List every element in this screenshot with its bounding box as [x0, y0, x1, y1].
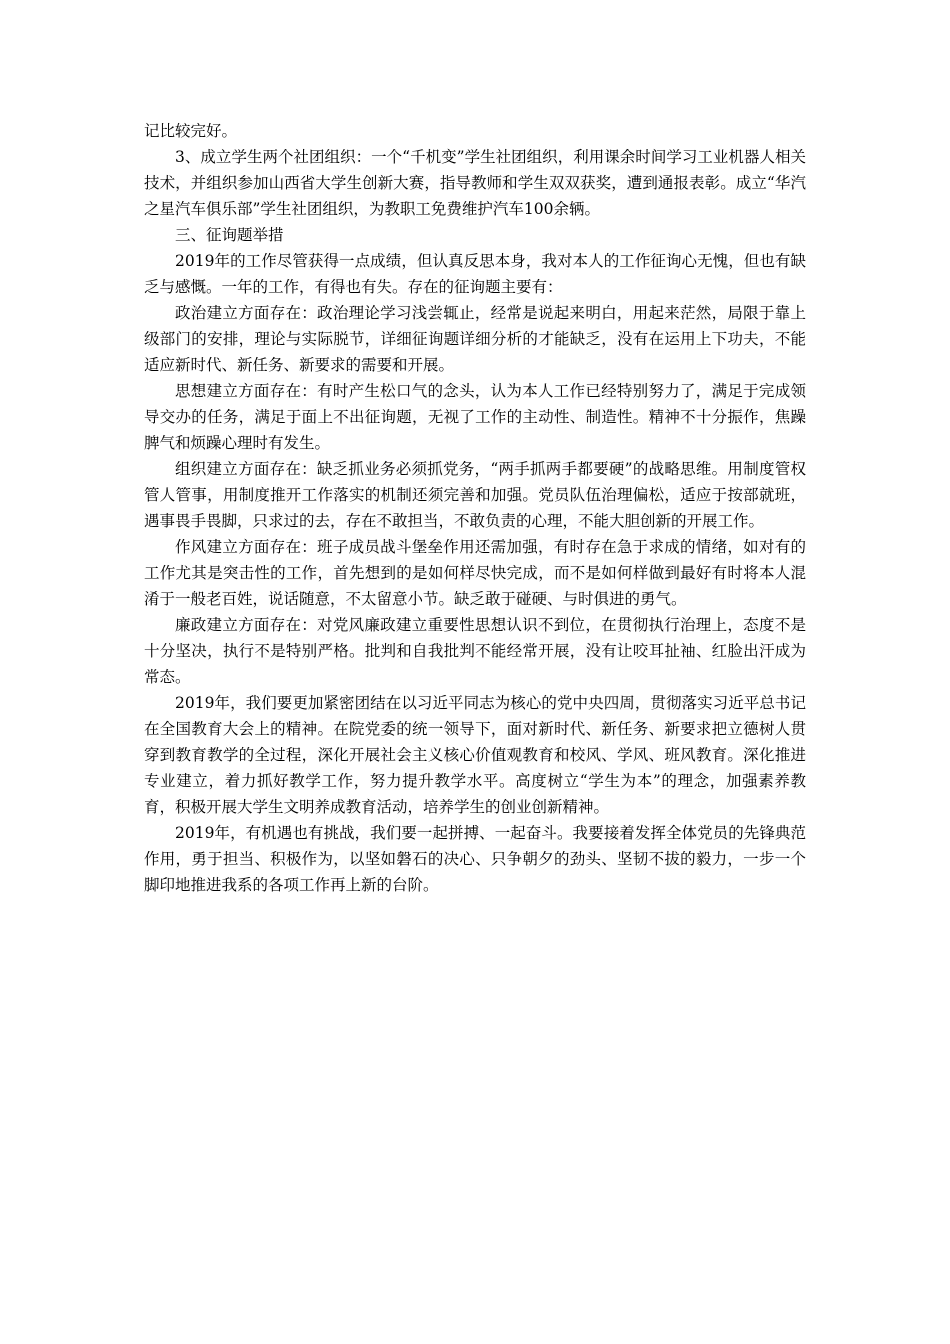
paragraph-2019-closing: 2019年，有机遇也有挑战，我们要一起拼搏、一起奋斗。我要接着发挥全体党员的先锋典范作用，勇于担当、积极作为，以坚如磐石的决心、只争朝夕的劲头、坚韧不拔的毅力，一步一个脚印地推进我系的各项工作再上新的台阶。: [144, 824, 806, 894]
section-heading-problems-measures: 三、征询题举措: [175, 226, 284, 244]
paragraph-ideological-building: 思想建立方面存在：有时产生松口气的念头，认为本人工作已经特别努力了，满足于完成领导交办的任务，满足于面上不出征询题，无视了工作的主动性、制造性。精神不十分振作，焦躁脾气和烦躁心理时有发生。: [144, 382, 806, 452]
paragraph-student-clubs: 3、成立学生两个社团组织：一个“千机变”学生社团组织，利用课余时间学习工业机器人相关技术，并组织参加山西省大学生创新大赛，指导教师和学生双双获奖，遭到通报表彰。成立“华汽之星汽车俱乐部”学生社团组织，为教职工免费维护汽车100余辆。: [144, 148, 806, 218]
paragraph-year-review: 2019年的工作尽管获得一点成绩，但认真反思本身，我对本人的工作征询心无愧，但也有缺乏与感慨。一年的工作，有得也有失。存在的征询题主要有：: [144, 252, 806, 296]
paragraph-work-style-building: 作风建立方面存在：班子成员战斗堡垒作用还需加强，有时存在急于求成的情绪，如对有的工作尤其是突击性的工作，首先想到的是如何样尽快完成，而不是如何样做到最好有时将本人混淆于一般老百姓，说话随意，不太留意小节。缺乏敢于碰硬、与时俱进的勇气。: [144, 538, 806, 608]
paragraph-integrity-building: 廉政建立方面存在：对党风廉政建立重要性思想认识不到位，在贯彻执行治理上，态度不是十分坚决，执行不是特别严格。批判和自我批判不能经常开展，没有让咬耳扯袖、红脸出汗成为常态。: [144, 616, 806, 686]
paragraph-continuation: 记比较完好。: [144, 122, 238, 140]
paragraph-political-building: 政治建立方面存在：政治理论学习浅尝辄止，经常是说起来明白，用起来茫然，局限于靠上级部门的安排，理论与实际脱节，详细征询题详细分析的才能缺乏，没有在运用上下功夫，不能适应新时代、新任务、新要求的需要和开展。: [144, 304, 806, 374]
document-body: [144, 118, 806, 898]
paragraph-organizational-building: 组织建立方面存在：缺乏抓业务必须抓党务，“两手抓两手都要硬”的战略思维。用制度管权管人管事，用制度推开工作落实的机制还须完善和加强。党员队伍治理偏松，适应于按部就班，遇事畏手畏脚，只求过的去，存在不敢担当，不敢负责的心理，不能大胆创新的开展工作。: [144, 460, 806, 530]
paragraph-2019-plan: 2019年，我们要更加紧密团结在以习近平同志为核心的党中央四周，贯彻落实习近平总书记在全国教育大会上的精神。在院党委的统一领导下，面对新时代、新任务、新要求把立德树人贯穿到教育教学的全过程，深化开展社会主义核心价值观教育和校风、学风、班风教育。深化推进专业建立，着力抓好教学工作，努力提升教学水平。高度树立“学生为本”的理念，加强素养教育，积极开展大学生文明养成教育活动，培养学生的创业创新精神。: [144, 694, 806, 816]
